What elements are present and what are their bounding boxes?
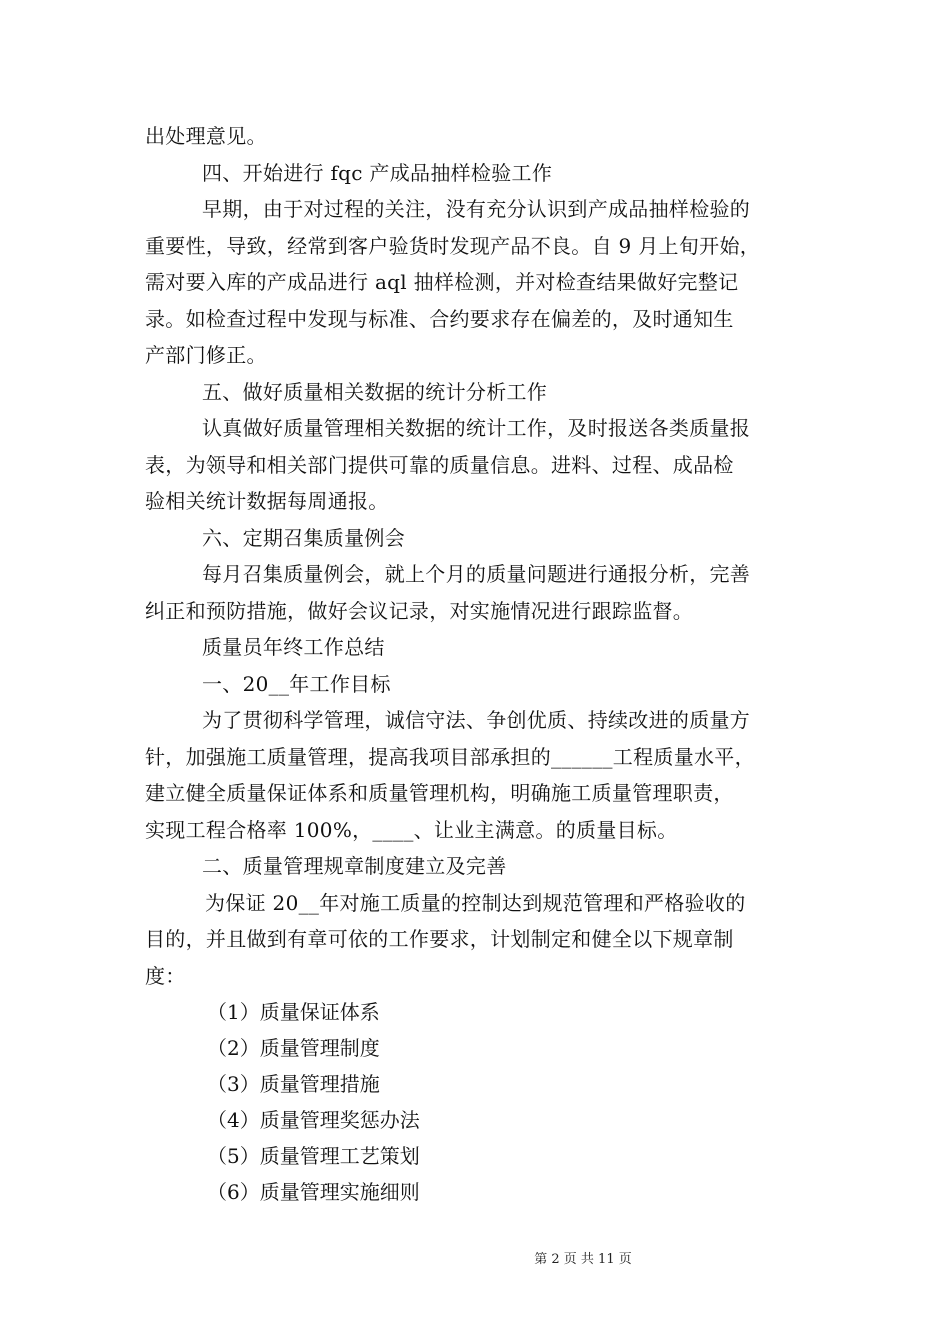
text-line: 表，为领导和相关部门提供可靠的质量信息。进料、过程、成品检: [145, 452, 734, 477]
text-line: 早期，由于对过程的关注，没有充分认识到产成品抽样检验的: [202, 197, 751, 221]
text-line: 纠正和预防措施，做好会议记录，对实施情况进行跟踪监督。: [145, 598, 694, 623]
text-line: 针，加强施工质量管理，提高我项目部承担的______工程质量水平，: [145, 744, 755, 769]
text-line: 需对要入库的产成品进行 aql 抽样检测，并对检查结果做好完整记: [145, 270, 739, 294]
text-line: 产部门修正。: [145, 343, 267, 367]
text-line: 每月召集质量例会，就上个月的质量问题进行通报分析，完善: [202, 562, 751, 586]
text-line: 重要性，导致，经常到客户验货时发现产品不良。自 9 月上旬开始，: [145, 233, 761, 258]
section-heading: 六、定期召集质量例会: [202, 525, 405, 550]
text-line: 出处理意见。: [145, 124, 267, 148]
section-heading: 五、做好质量相关数据的统计分析工作: [202, 379, 548, 404]
list-item: （4）质量管理奖惩办法: [207, 1108, 420, 1132]
text-line: 认真做好质量管理相关数据的统计工作，及时报送各类质量报: [202, 416, 751, 440]
section-heading: 二、质量管理规章制度建立及完善: [202, 854, 507, 878]
list-item: （3）质量管理措施: [207, 1072, 380, 1096]
list-item: （2）质量管理制度: [207, 1036, 380, 1060]
text-line: 实现工程合格率 100%，____、让业主满意。的质量目标。: [145, 817, 678, 842]
text-line: 为了贯彻科学管理，诚信守法、争创优质、持续改进的质量方: [202, 708, 751, 732]
document-title: 质量员年终工作总结: [202, 635, 385, 659]
list-item: （1）质量保证体系: [207, 1000, 380, 1024]
page-number: 第 2 页 共 11 页: [534, 1252, 632, 1267]
text-line: 验相关统计数据每周通报。: [145, 489, 389, 513]
document-body: [145, 118, 810, 1210]
page-footer: [0, 1248, 950, 1267]
text-line: 目的，并且做到有章可依的工作要求，计划制定和健全以下规章制: [145, 927, 734, 951]
text-line: 建立健全质量保证体系和质量管理机构，明确施工质量管理职责，: [145, 781, 734, 805]
section-heading: 一、20__年工作目标: [202, 671, 391, 696]
text-line: 录。如检查过程中发现与标准、合约要求存在偏差的，及时通知生: [145, 306, 734, 331]
section-heading: 四、开始进行 fqc 产成品抽样检验工作: [202, 160, 553, 185]
text-line: 为保证 20__年对施工质量的控制达到规范管理和严格验收的: [205, 890, 746, 915]
list-item: （6）质量管理实施细则: [207, 1180, 420, 1204]
text-line: 度：: [145, 963, 186, 988]
list-item: （5）质量管理工艺策划: [207, 1144, 420, 1168]
